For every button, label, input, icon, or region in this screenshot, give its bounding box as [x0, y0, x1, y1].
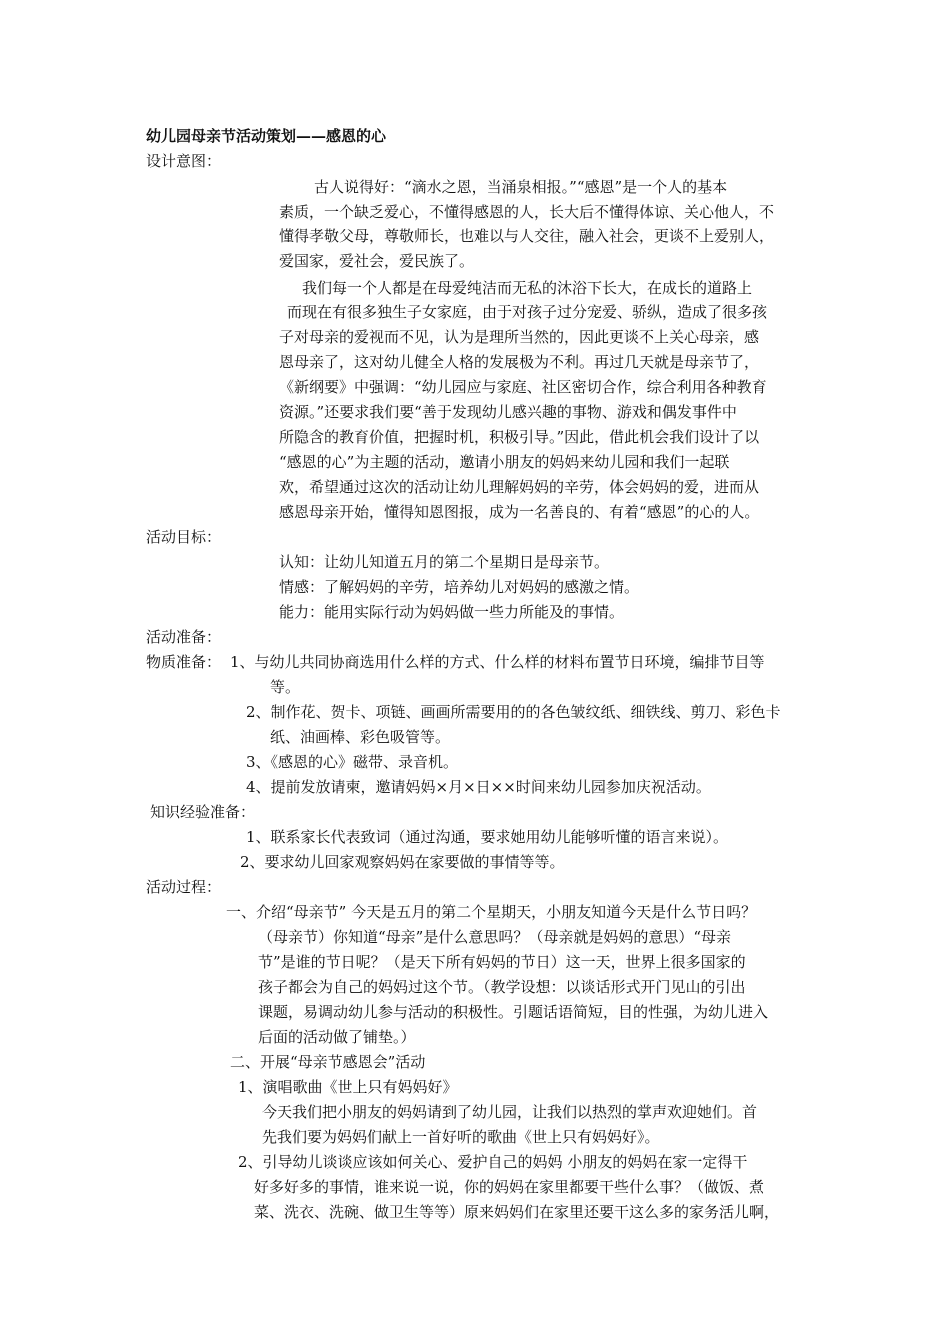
section-heading-goals: 活动目标： [146, 528, 222, 546]
paragraph-line: 爱国家，爱社会，爱民族了。 [279, 252, 475, 270]
process-line: 先我们要为妈妈们献上一首好听的歌曲《世上只有妈妈好》。 [262, 1128, 660, 1146]
section-heading-prep: 活动准备： [146, 628, 222, 646]
process-line: 2、引导幼儿谈谈应该如何关心、爱护自己的妈妈 小朋友的妈妈在家一定得干 [238, 1153, 748, 1171]
process-subheading: 二、开展“母亲节感恩会”活动 [230, 1053, 426, 1071]
paragraph-line: 懂得孝敬父母，尊敬师长，也难以与人交往，融入社会，更谈不上爱别人， [279, 227, 775, 245]
material-item: 3、《感恩的心》磁带、录音机。 [246, 753, 459, 771]
document-title: 幼儿园母亲节活动策划——感恩的心 [146, 127, 387, 145]
process-line: 一、介绍“母亲节” 今天是五月的第二个星期天，小朋友知道今天是什么节日吗？ [226, 903, 757, 921]
knowledge-label: 知识经验准备： [150, 803, 256, 821]
paragraph-line: 感恩母亲开始，懂得知恩图报，成为一名善良的、有着“感恩”的心的人。 [279, 503, 760, 521]
paragraph-line: 恩母亲了，这对幼儿健全人格的发展极为不利。再过几天就是母亲节了， [279, 353, 760, 371]
process-line: 课题，易调动幼儿参与活动的积极性。引题话语简短，目的性强，为幼儿进入 [258, 1003, 769, 1021]
process-line: 今天我们把小朋友的妈妈请到了幼儿园，让我们以热烈的掌声欢迎她们。首 [262, 1103, 758, 1121]
process-line: 菜、洗衣、洗碗、做卫生等等）原来妈妈们在家里还要干这么多的家务活儿啊， [254, 1203, 780, 1221]
process-line: 后面的活动做了铺垫。） [258, 1028, 416, 1046]
knowledge-item: 1、联系家长代表致词（通过沟通，要求她用幼儿能够听懂的语言来说）。 [246, 828, 729, 846]
paragraph-line: 我们每一个人都是在母爱纯洁而无私的沐浴下长大，在成长的道路上 [302, 279, 753, 297]
section-heading-design: 设计意图： [146, 152, 222, 170]
process-line: 好多好多的事情，谁来说一说，你的妈妈在家里都要干些什么事？（做饭、煮 [254, 1178, 765, 1196]
goal-item: 能力：能用实际行动为妈妈做一些力所能及的事情。 [279, 603, 625, 621]
paragraph-line: 资源。”还要求我们要“善于发现幼儿感兴趣的事物、游戏和偶发事件中 [279, 403, 737, 421]
paragraph-line: 而现在有很多独生子女家庭，由于对孩子过分宠爱、骄纵，造成了很多孩 [287, 303, 768, 321]
knowledge-item: 2、要求幼儿回家观察妈妈在家要做的事情等等。 [240, 853, 565, 871]
goal-item: 情感：了解妈妈的辛劳，培养幼儿对妈妈的感激之情。 [279, 578, 640, 596]
process-line: 节”是谁的节日呢？（是天下所有妈妈的节日）这一天，世界上很多国家的 [258, 953, 746, 971]
paragraph-line: 子对母亲的爱视而不见，认为是理所当然的，因此更谈不上关心母亲，感 [279, 328, 760, 346]
material-item: 4、提前发放请柬，邀请妈妈×月×日××时间来幼儿园参加庆祝活动。 [246, 778, 711, 796]
process-line: 孩子都会为自己的妈妈过这个节。（教学设想：以谈话形式开门见山的引出 [258, 978, 746, 996]
paragraph-line: 所隐含的教育价值，把握时机，积极引导。”因此，借此机会我们设计了以 [279, 428, 760, 446]
goal-item: 认知：让幼儿知道五月的第二个星期日是母亲节。 [279, 553, 610, 571]
paragraph-line: 素质，一个缺乏爱心，不懂得感恩的人，长大后不懂得体谅、关心他人，不 [279, 203, 775, 221]
process-line: （母亲节）你知道“母亲”是什么意思吗？（母亲就是妈妈的意思）“母亲 [258, 928, 732, 946]
section-heading-process: 活动过程： [146, 878, 222, 896]
paragraph-line: 古人说得好：“滴水之恩，当涌泉相报。”“感恩”是一个人的基本 [314, 178, 728, 196]
paragraph-line: “感恩的心”为主题的活动，邀请小朋友的妈妈来幼儿园和我们一起联 [279, 453, 730, 471]
material-label: 物质准备： [146, 653, 222, 671]
material-item: 等。 [270, 678, 301, 696]
paragraph-line: 欢，希望通过这次的活动让幼儿理解妈妈的辛劳，体会妈妈的爱，进而从 [279, 478, 760, 496]
process-item-title: 1、演唱歌曲《世上只有妈妈好》 [238, 1078, 458, 1096]
paragraph-line: 《新纲要》中强调：“幼儿园应与家庭、社区密切合作，综合利用各种教育 [279, 378, 767, 396]
material-item: 2、制作花、贺卡、项链、画画所需要用的的各色皱纹纸、细铁线、剪刀、彩色卡 [246, 703, 781, 721]
material-item: 纸、油画棒、彩色吸管等。 [270, 728, 451, 746]
material-item: 1、与幼儿共同协商选用什么样的方式、什么样的材料布置节日环境，编排节目等 [230, 653, 765, 671]
